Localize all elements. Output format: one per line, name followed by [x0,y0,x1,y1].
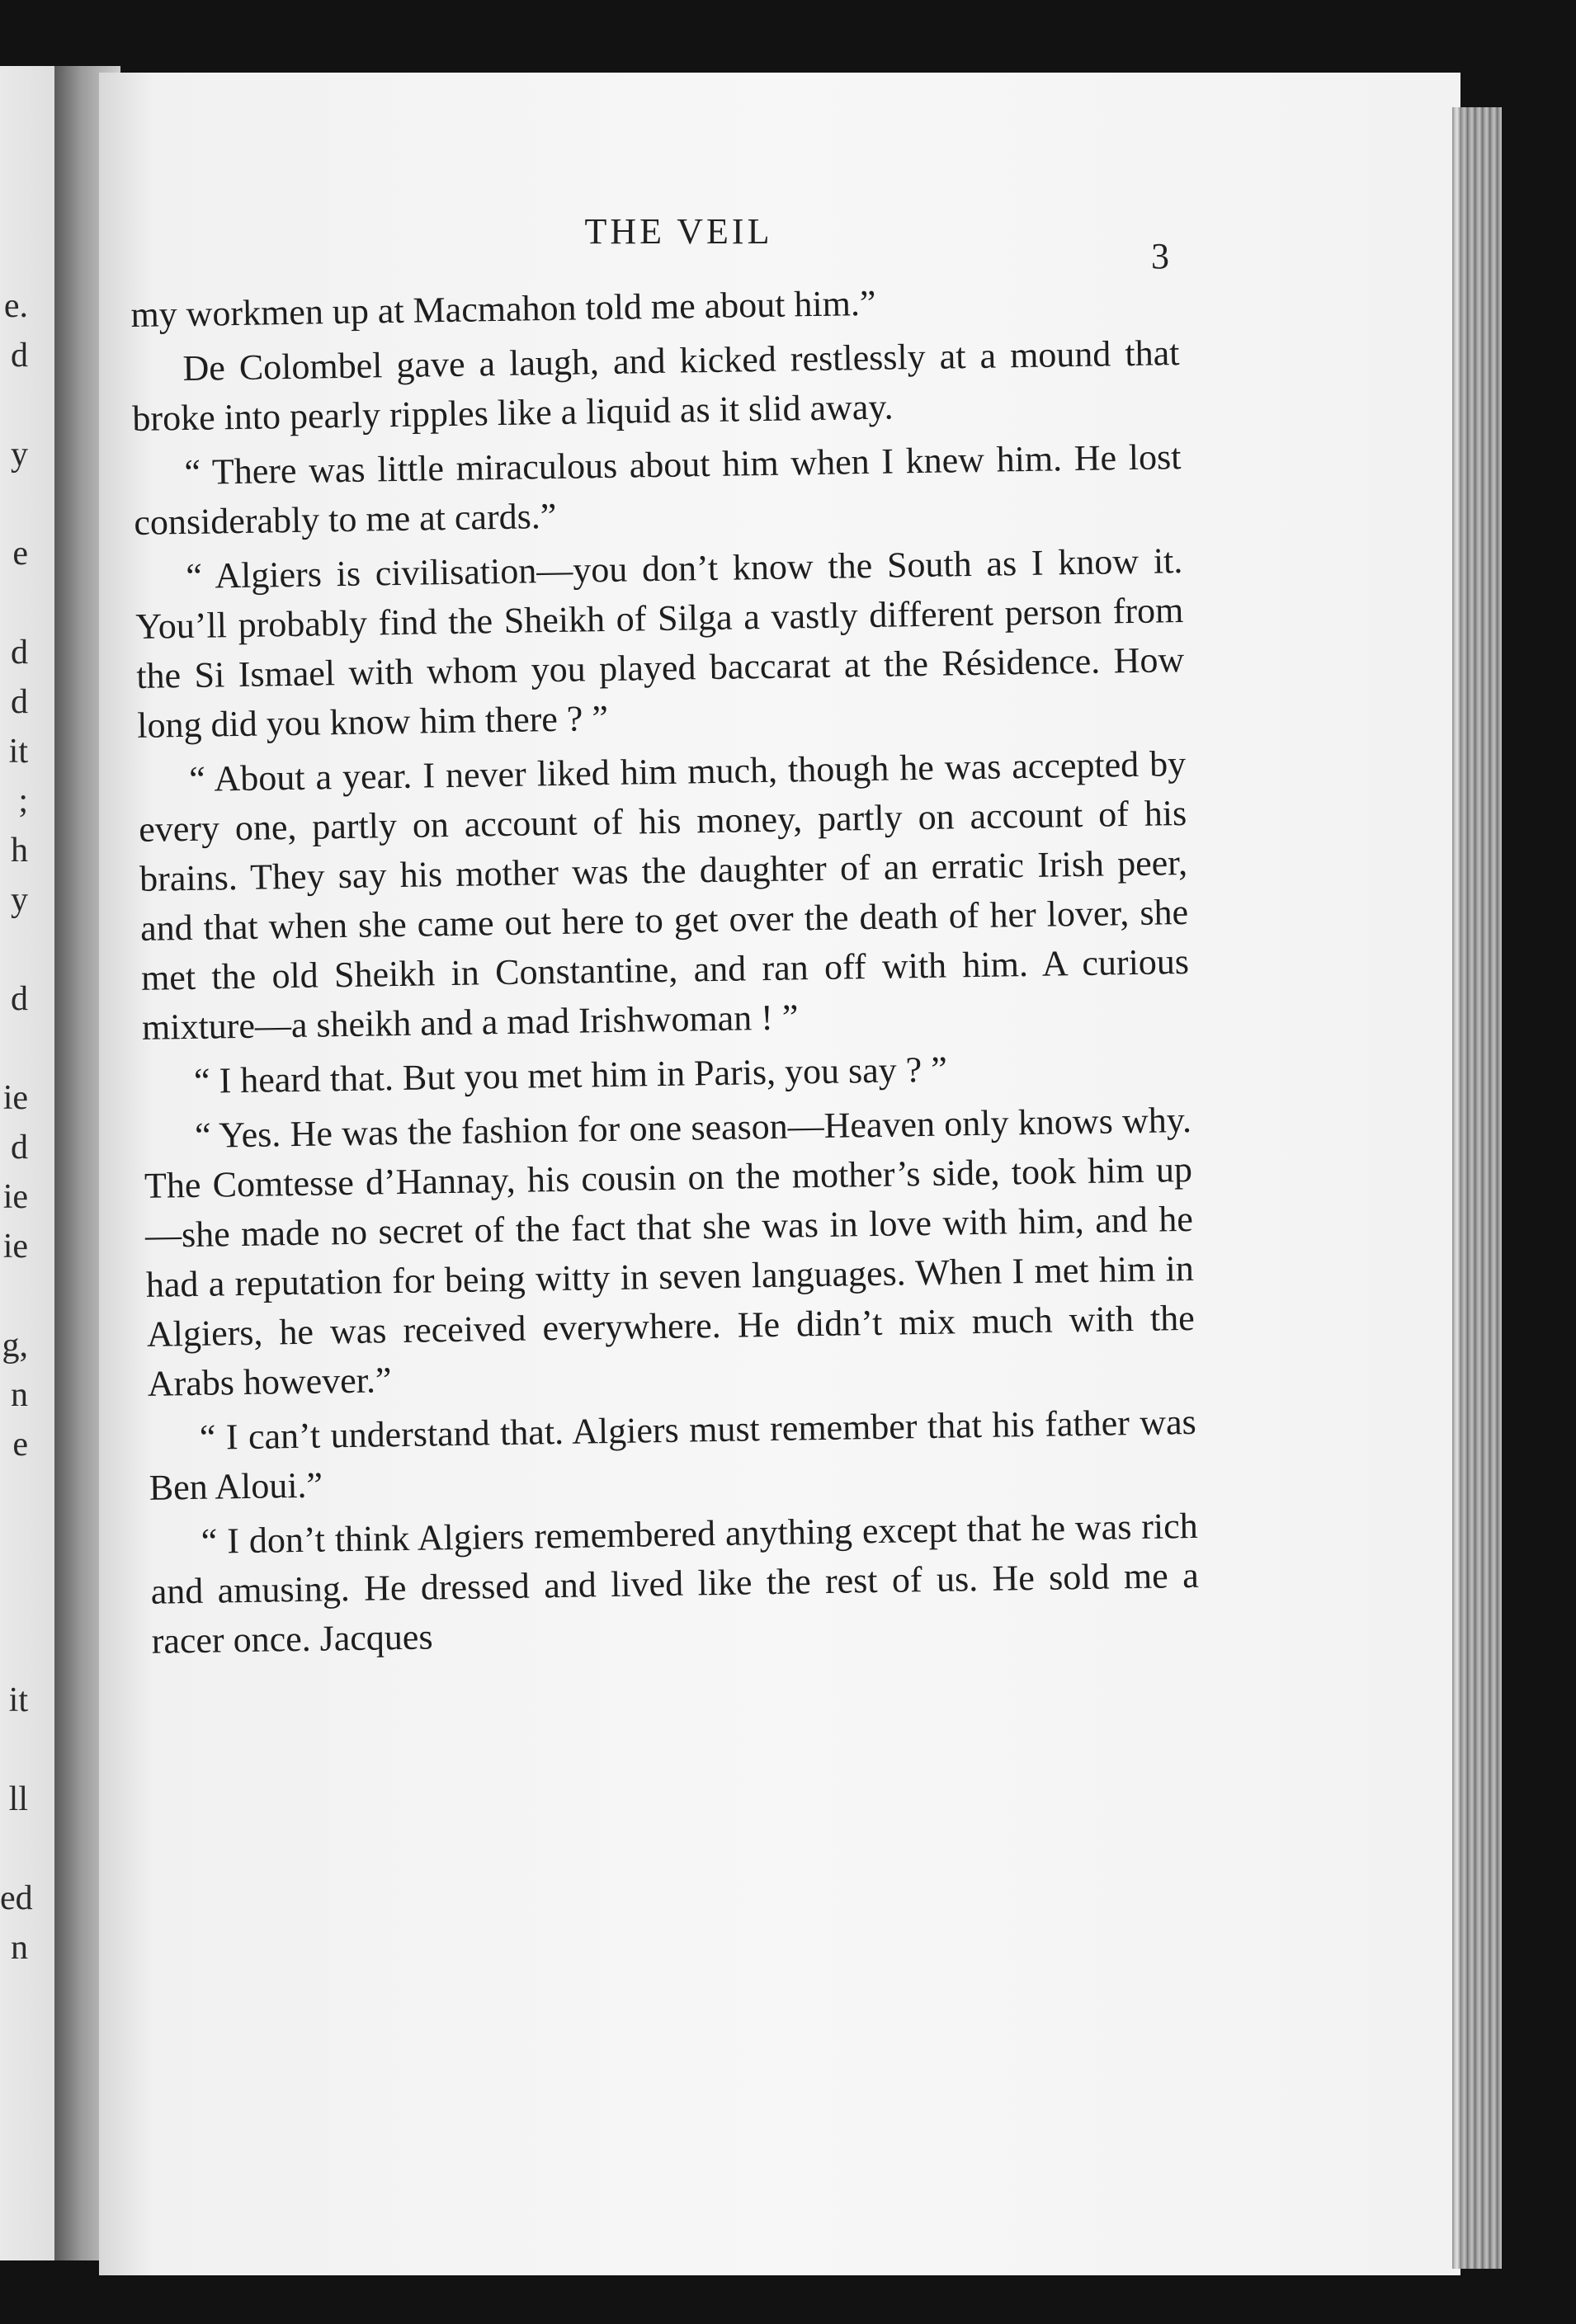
left-fragment: d [11,634,28,672]
left-fragment: e [12,535,28,573]
page-number: 3 [1151,236,1169,276]
left-fragment: y [11,436,28,474]
paragraph: “ I don’t think Algiers remembered anything except that he was rich and amusing. He dressed and lived like the rest of us. He sold me a racer once. Jacques [150,1505,1200,1662]
paragraph: “ I can’t understand that. Algiers must remember that his father was Ben Aloui.” [149,1401,1197,1508]
paragraph: “ Algiers is civilisation—you don’t know the South as I know it. You’ll probably find the Sheikh of Silga a vastly different person from the Si Ismael with whom you played baccarat at the Résidence. How long did you know him there ? ” [135,540,1185,746]
body-text [130,274,1200,1671]
left-fragment: ed [0,1879,33,1917]
left-fragment: d [11,1129,28,1167]
left-fragment: d [11,980,28,1018]
left-fragment: n [11,1376,28,1414]
left-fragment: ie [2,1079,28,1117]
paragraph: “ There was little miraculous about him when I knew him. He lost considerably to me at cards.” [134,436,1182,543]
left-fragment: ie [2,1228,28,1266]
running-head: THE VEIL [584,211,773,252]
left-fragment: g, [2,1327,28,1365]
paragraph: De Colombel gave a laugh, and kicked restlessly at a mound that broke into pearly ripples like a liquid as it slid away. [132,332,1180,439]
left-fragment: ; [18,782,28,820]
left-fragment: n [11,1929,28,1967]
page-edges [1452,107,1502,2269]
left-fragment: y [11,881,28,919]
paragraph: “ About a year. I never liked him much, though he was accepted by every one, partly on account of his money, partly on account of his brains. They say his mother was the daughter of an erratic Irish peer, and that when she came out here to get over the death of her lover, she met the old Sheikh in Constantine, and ran off with him. A curious mixture—a sheikh and a mad Irishwoman ! ” [138,742,1190,1048]
paragraph: “ Yes. He was the fashion for one season—Heaven only knows why. The Comtesse d’Hannay, his cousin on the mother’s side, took him up—she made no secret of the fact that she was in love with him, and he had a reputation for being witty in seven languages. When I met him in Algiers, he was received everywhere. He didn’t mix much with the Arabs however.” [144,1099,1196,1404]
left-fragment: ll [8,1780,28,1818]
paragraph: my workmen up at Macmahon told me about him.” [130,282,876,335]
paragraph: “ I heard that. But you met him in Paris, you say ? ” [193,1049,948,1101]
left-fragment: d [11,683,28,721]
left-fragment: d [11,337,28,375]
left-fragment: e [12,1426,28,1464]
left-fragment: e. [3,287,28,325]
left-fragment: it [8,1681,28,1719]
left-page-text-fragments [0,66,33,2260]
left-fragment: it [8,733,28,771]
left-fragment: h [11,832,28,870]
left-fragment: ie [2,1178,28,1216]
